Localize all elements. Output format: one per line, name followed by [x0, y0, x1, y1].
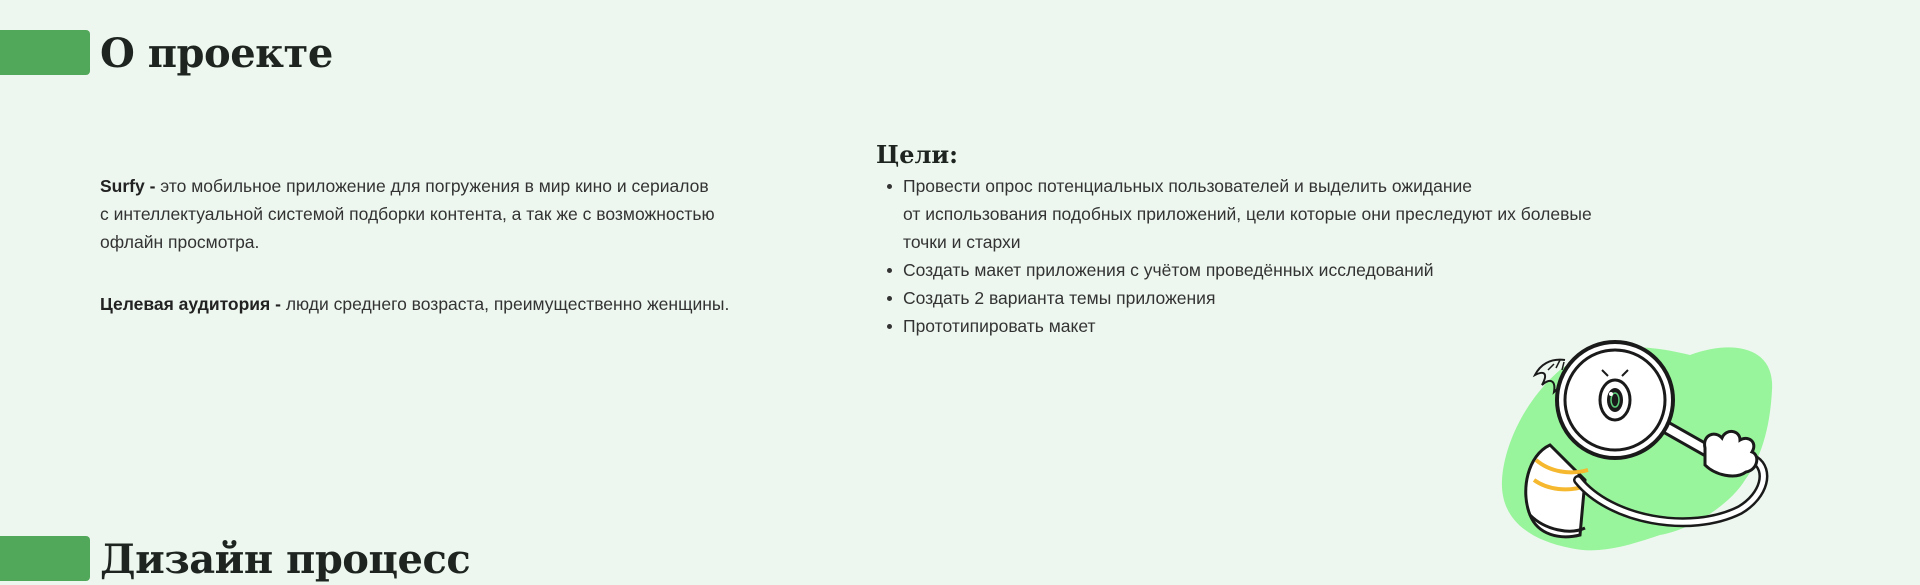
- goal-4-text: Прототипировать макет: [903, 316, 1096, 336]
- target-audience: [100, 290, 729, 318]
- description-line-1: это мобильное приложение для погружения в мир кино и сериалов: [155, 176, 709, 196]
- project-description: [100, 172, 715, 256]
- section-title-design-process: Дизайн процесс: [100, 536, 471, 583]
- goal-1-line-3: точки и стархи: [903, 232, 1021, 252]
- hand: [1705, 431, 1757, 476]
- pupil: [1607, 388, 1623, 412]
- goal-1-line-1: Провести опрос потенциальных пользователей и выделить ожидание: [903, 176, 1473, 196]
- section-marker-design-process: [0, 536, 90, 581]
- description-line-3: офлайн просмотра.: [100, 232, 260, 252]
- section-marker-about: [0, 30, 90, 75]
- section-title-about: О проекте: [100, 30, 333, 77]
- goal-item: [876, 172, 1636, 256]
- magnifier-character-illustration: [1490, 330, 1780, 560]
- description-line-2: с интеллектуальной системой подборки контента, а так же с возможностью: [100, 204, 715, 224]
- goal-item: [876, 256, 1636, 284]
- goals-title: Цели:: [876, 140, 959, 169]
- goal-1-line-2: от использования подобных приложений, цели которые они преследуют их болевые: [903, 204, 1592, 224]
- goals-list: [876, 172, 1636, 340]
- audience-label: Целевая аудитория -: [100, 294, 281, 314]
- goal-2-text: Создать макет приложения с учётом проведённых исследований: [903, 260, 1434, 280]
- goal-3-text: Создать 2 варианта темы приложения: [903, 288, 1216, 308]
- goal-item: [876, 284, 1636, 312]
- project-name: Surfy -: [100, 176, 156, 196]
- audience-text: люди среднего возраста, преимущественно женщины.: [280, 294, 730, 314]
